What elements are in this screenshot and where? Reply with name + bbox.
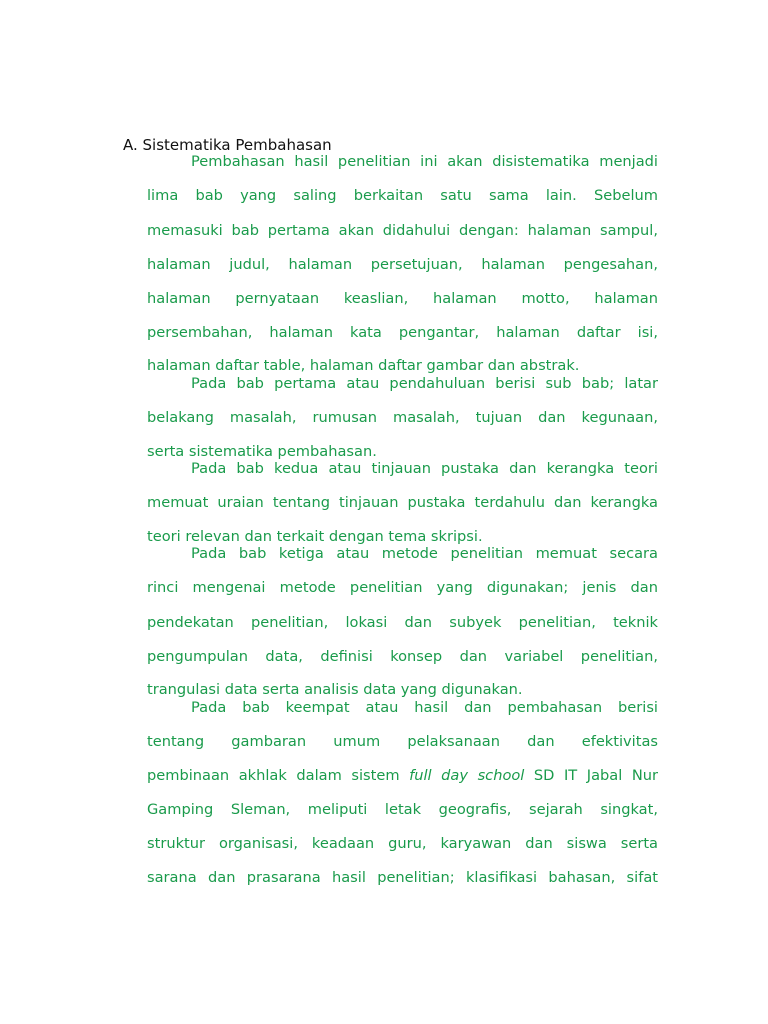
paragraph-line: serta sistematika pembahasan. [147, 443, 377, 460]
paragraph-line: persembahan, halaman kata pengantar, halaman daftar isi, [147, 324, 658, 341]
paragraph-line: Pembahasan hasil penelitian ini akan disistematika menjadi [191, 153, 658, 170]
section-heading: A. Sistematika Pembahasan [123, 136, 332, 154]
paragraph-line: halaman daftar table, halaman daftar gambar dan abstrak. [147, 357, 580, 374]
paragraph-line: Pada bab keempat atau hasil dan pembahasan berisi [191, 699, 658, 716]
paragraph-line: Pada bab ketiga atau metode penelitian memuat secara [191, 545, 658, 562]
paragraph-line: struktur organisasi, keadaan guru, karyawan dan siswa serta [147, 835, 658, 852]
paragraph-line: halaman pernyataan keaslian, halaman motto, halaman [147, 290, 658, 307]
paragraph-line: pendekatan penelitian, lokasi dan subyek penelitian, teknik [147, 614, 658, 631]
paragraph-line: halaman judul, halaman persetujuan, halaman pengesahan, [147, 256, 658, 273]
paragraph-line: tentang gambaran umum pelaksanaan dan efektivitas [147, 733, 658, 750]
line-text-before: pembinaan akhlak dalam sistem [147, 767, 410, 784]
paragraph-line: teori relevan dan terkait dengan tema skripsi. [147, 528, 483, 545]
line-text-after: SD IT Jabal Nur [524, 767, 658, 784]
paragraph-line: memasuki bab pertama akan didahului dengan: halaman sampul, [147, 222, 658, 239]
paragraph-line: lima bab yang saling berkaitan satu sama lain. Sebelum [147, 187, 658, 204]
paragraph-line: rinci mengenai metode penelitian yang digunakan; jenis dan [147, 579, 658, 596]
paragraph-line: pengumpulan data, definisi konsep dan variabel penelitian, [147, 648, 658, 665]
paragraph-line: trangulasi data serta analisis data yang digunakan. [147, 681, 523, 698]
italic-term: full day school [409, 767, 525, 784]
paragraph-line [147, 767, 658, 785]
paragraph-line: Pada bab pertama atau pendahuluan berisi sub bab; latar [191, 375, 658, 392]
paragraph-line: memuat uraian tentang tinjauan pustaka terdahulu dan kerangka [147, 494, 658, 511]
paragraph-line: belakang masalah, rumusan masalah, tujuan dan kegunaan, [147, 409, 658, 426]
paragraph-line: sarana dan prasarana hasil penelitian; klasifikasi bahasan, sifat [147, 869, 658, 886]
paragraph-line: Gamping Sleman, meliputi letak geografis, sejarah singkat, [147, 801, 658, 818]
paragraph-line: Pada bab kedua atau tinjauan pustaka dan kerangka teori [191, 460, 658, 477]
